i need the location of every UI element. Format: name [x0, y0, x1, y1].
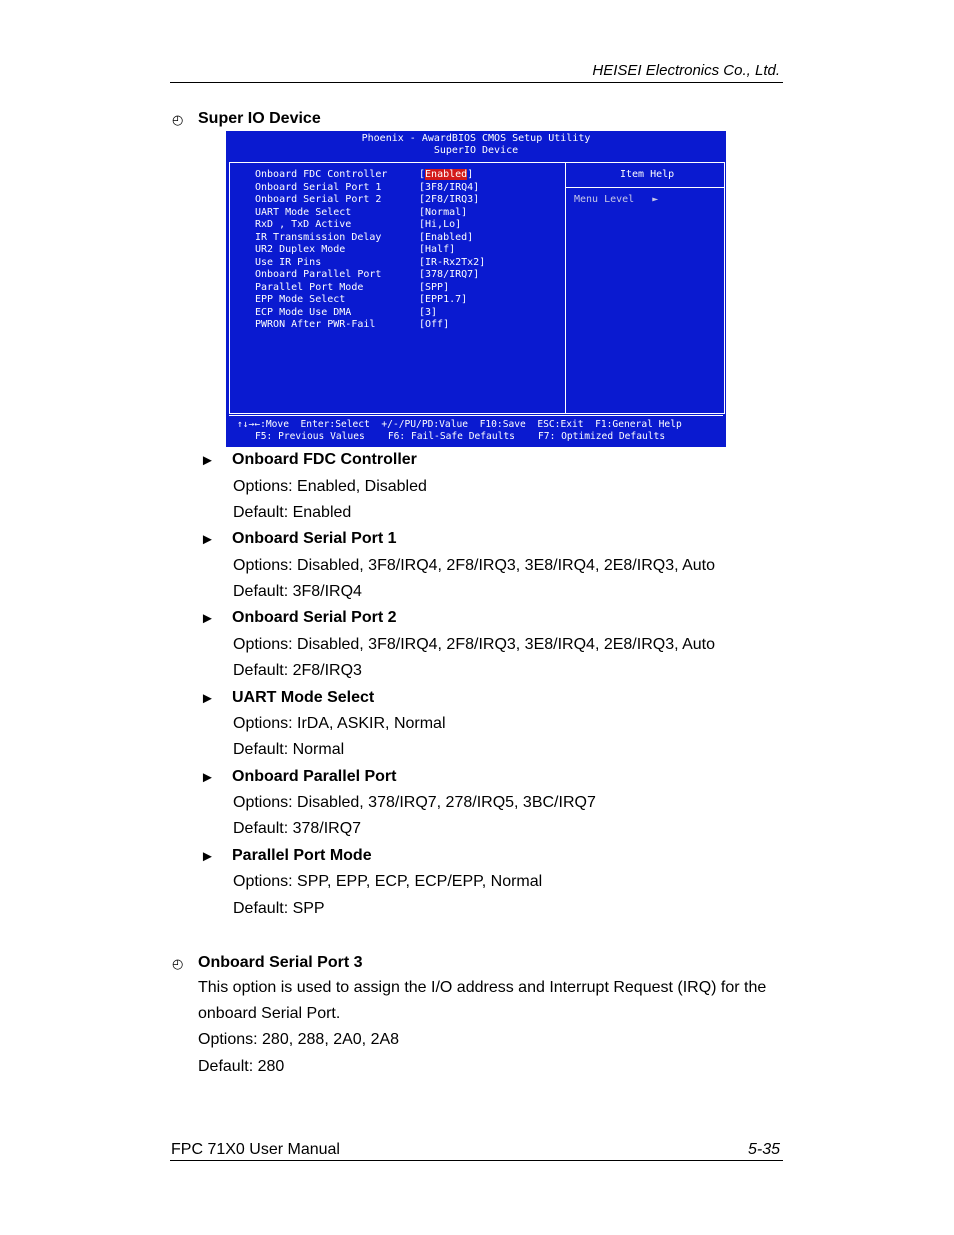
bios-item-value[interactable]: [Normal] — [419, 206, 468, 218]
item-help-header — [566, 163, 724, 188]
bios-item-label[interactable]: Onboard Serial Port 1 — [255, 181, 382, 193]
item-options: Options: Disabled, 378/IRQ7, 278/IRQ5, 3BC/IRQ7 — [233, 794, 596, 811]
bios-item-label[interactable]: RxD , TxD Active — [255, 219, 352, 230]
clock-bullet-icon: ◴ — [172, 112, 184, 127]
bios-item-value[interactable]: [IR-Rx2Tx2] — [419, 256, 486, 268]
bios-item-value[interactable]: [3F8/IRQ4] — [419, 181, 480, 193]
bios-item-value[interactable]: [Hi,Lo] — [419, 219, 462, 230]
bios-subtitle: SuperIO Device — [433, 145, 519, 156]
bios-key-help-bar — [229, 415, 723, 446]
bios-title: Phoenix - AwardBIOS CMOS Setup Utility — [361, 133, 591, 144]
bios-panel-divider — [565, 163, 566, 413]
arrow-bullet-icon: ► — [200, 531, 215, 548]
section-options: Options: 280, 288, 2A0, 2A8 — [198, 1031, 400, 1048]
section-title-serial-port-3: Onboard Serial Port 3 — [198, 954, 363, 971]
bios-item-label[interactable]: PWRON After PWR-Fail — [255, 319, 376, 330]
arrow-bullet-icon: ► — [200, 769, 215, 786]
arrow-bullet-icon: ► — [200, 848, 215, 865]
item-options: Options: Disabled, 3F8/IRQ4, 2F8/IRQ3, 3E8/IRQ4, 2E8/IRQ3, Auto — [233, 636, 716, 653]
bios-item-value[interactable]: [3] — [419, 306, 438, 318]
item-options: Options: IrDA, ASKIR, Normal — [233, 715, 446, 732]
clock-bullet-icon: ◴ — [172, 956, 184, 971]
arrow-bullet-icon: ► — [200, 690, 215, 707]
footer-page-number: 5-35 — [747, 1141, 780, 1158]
item-title: Onboard Serial Port 2 — [232, 609, 397, 626]
bios-item-value[interactable]: [2F8/IRQ3] — [419, 194, 480, 205]
bios-item-label[interactable]: EPP Mode Select — [255, 294, 346, 305]
bios-key-help-line1: ↑↓→←:Move Enter:Select +/-/PU/PD:Value F10:Save ESC:Exit F1:General Help — [237, 419, 682, 430]
menu-level: Menu Level ► — [574, 194, 659, 205]
bios-main-panel — [229, 162, 725, 414]
item-help-title: Item Help — [620, 169, 675, 180]
section-title-super-io: Super IO Device — [198, 110, 321, 127]
bios-item-value[interactable]: [Enabled] — [419, 169, 474, 180]
bios-item-value[interactable]: [Enabled] — [419, 231, 474, 243]
bios-item-label[interactable]: Onboard Serial Port 2 — [255, 194, 382, 205]
bios-item-label[interactable]: Onboard FDC Controller — [255, 169, 388, 180]
bios-item-label[interactable]: Parallel Port Mode — [255, 281, 364, 293]
footer-divider — [170, 1160, 783, 1161]
company-header: HEISEI Electronics Co., Ltd. — [592, 62, 780, 79]
arrow-bullet-icon: ► — [200, 452, 215, 469]
bios-selected-value[interactable]: Enabled — [425, 169, 468, 180]
item-default: Default: SPP — [233, 900, 325, 917]
bios-key-help-line2: F5: Previous Values F6: Fail-Safe Defaults F7: Optimized Defaults — [255, 431, 666, 442]
item-default: Default: 2F8/IRQ3 — [233, 662, 362, 679]
bios-item-label[interactable]: Onboard Parallel Port — [255, 269, 382, 280]
item-title: Onboard Parallel Port — [232, 768, 397, 785]
bios-item-value[interactable]: [SPP] — [419, 281, 450, 293]
bios-item-value[interactable]: [EPP1.7] — [419, 294, 468, 305]
item-title: Parallel Port Mode — [232, 847, 372, 864]
bios-item-label[interactable]: IR Transmission Delay — [255, 231, 382, 243]
item-default: Default: Enabled — [233, 504, 352, 521]
bios-item-value[interactable]: [Half] — [419, 244, 456, 255]
footer-manual-title: FPC 71X0 User Manual — [171, 1141, 340, 1158]
item-options: Options: SPP, EPP, ECP, ECP/EPP, Normal — [233, 873, 543, 890]
item-title: UART Mode Select — [232, 689, 375, 706]
bios-item-label[interactable]: UR2 Duplex Mode — [255, 244, 346, 255]
bios-screenshot — [226, 131, 726, 447]
description-line-2: onboard Serial Port. — [198, 1005, 341, 1022]
item-default: Default: Normal — [233, 741, 345, 758]
description-line-1: This option is used to assign the I/O address and Interrupt Request (IRQ) for the — [198, 979, 767, 996]
bios-item-label[interactable]: ECP Mode Use DMA — [255, 306, 352, 318]
header-divider — [170, 82, 783, 83]
item-title: Onboard Serial Port 1 — [232, 530, 397, 547]
item-options: Options: Enabled, Disabled — [233, 478, 427, 495]
bios-item-label[interactable]: UART Mode Select — [255, 206, 352, 218]
item-title: Onboard FDC Controller — [232, 451, 417, 468]
item-default: Default: 3F8/IRQ4 — [233, 583, 362, 600]
bios-item-value[interactable]: [378/IRQ7] — [419, 269, 480, 280]
section-default: Default: 280 — [198, 1058, 285, 1075]
item-options: Options: Disabled, 3F8/IRQ4, 2F8/IRQ3, 3E8/IRQ4, 2E8/IRQ3, Auto — [233, 557, 716, 574]
item-default: Default: 378/IRQ7 — [233, 820, 362, 837]
bios-item-value[interactable]: [Off] — [419, 319, 450, 330]
bios-item-label[interactable]: Use IR Pins — [255, 256, 322, 268]
arrow-bullet-icon: ► — [200, 610, 215, 627]
